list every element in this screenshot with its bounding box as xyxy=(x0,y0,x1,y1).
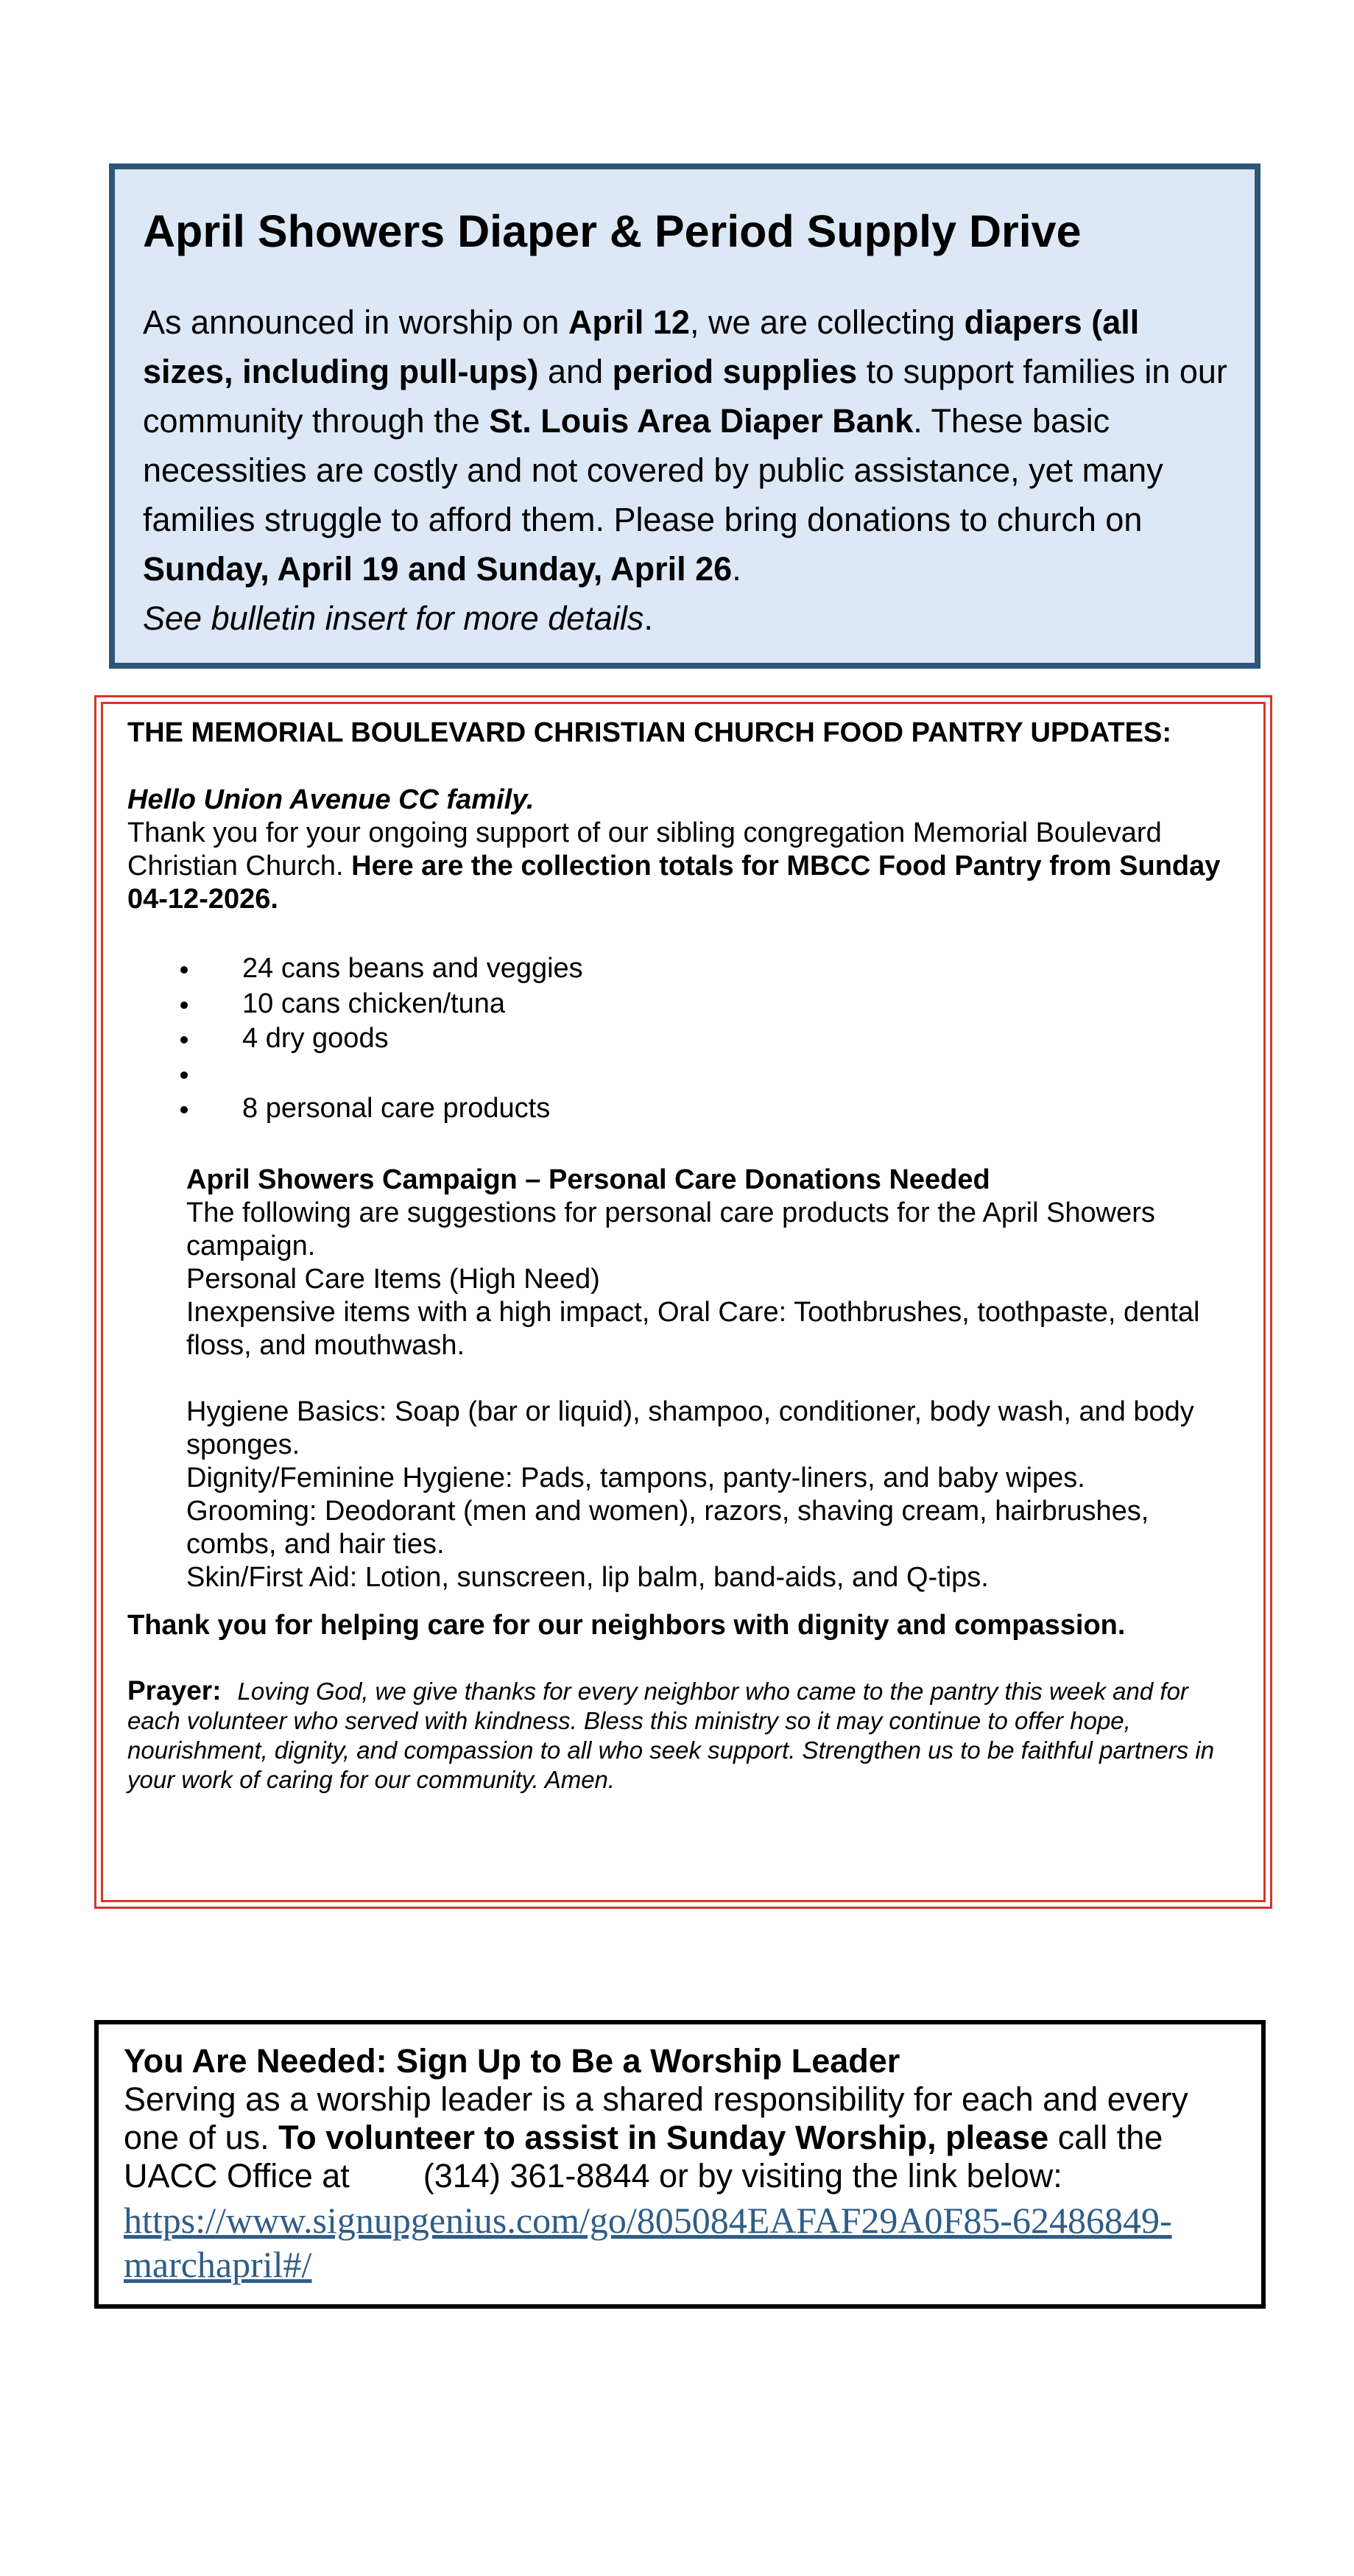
worship-leader-box xyxy=(94,2020,1266,2309)
campaign-line: Skin/First Aid: Lotion, sunscreen, lip balm, band-aids, and Q-tips. xyxy=(186,1561,989,1593)
bullet-icon xyxy=(180,1106,188,1113)
list-item: 24 cans beans and veggies xyxy=(179,951,1241,987)
bullet-icon xyxy=(180,1036,188,1044)
campaign-section xyxy=(186,1164,1241,1594)
diaper-drive-title: April Showers Diaper & Period Supply Drive xyxy=(143,206,1082,256)
diaper-drive-box xyxy=(109,163,1260,669)
campaign-line: Inexpensive items with a high impact, Oral Care: Toothbrushes, toothpaste, dental floss, and mouthwash. xyxy=(186,1296,1200,1361)
prayer-label: Prayer: xyxy=(127,1675,222,1706)
campaign-line: Grooming: Deodorant (men and women), razors, shaving cream, hairbrushes, combs, and hair ties. xyxy=(186,1495,1149,1560)
list-item: 8 personal care products xyxy=(179,1091,1241,1127)
signup-link[interactable]: https://www.signupgenius.com/go/805084EAFAF29A0F85-62486849-marchapril#/ xyxy=(124,2200,1172,2285)
diaper-drive-paragraph: As announced in worship on April 12, we are collecting diapers (all sizes, including pull-ups) and period supplies to support families in our community through the St. Louis Area Diaper Bank. These basic necessities are costly and not covered by public assistance, yet many families struggle to afford them. Please bring donations to church on Sunday, April 19 and Sunday, April 26. xyxy=(143,303,1227,588)
worship-leader-title: You Are Needed: Sign Up to Be a Worship Leader xyxy=(124,2042,900,2080)
worship-leader-text: Serving as a worship leader is a shared responsibility for each and every one of us. To volunteer to assist in Sunday Worship, please call the UACC Office at (314) 361-8844 or by visiting the link below: xyxy=(124,2080,1188,2195)
pantry-greeting: Hello Union Avenue CC family. xyxy=(127,784,535,815)
list-item: 10 cans chicken/tuna xyxy=(179,987,1241,1022)
campaign-line: Hygiene Basics: Soap (bar or liquid), shampoo, conditioner, body wash, and body sponges. xyxy=(186,1396,1194,1460)
list-item xyxy=(179,1057,1241,1092)
campaign-line: Personal Care Items (High Need) xyxy=(186,1263,600,1295)
bullet-icon xyxy=(180,966,188,974)
campaign-line: Dignity/Feminine Hygiene: Pads, tampons, panty-liners, and baby wipes. xyxy=(186,1462,1085,1493)
list-item: 4 dry goods xyxy=(179,1021,1241,1057)
pantry-thanks: Thank you for helping care for our neighbors with dignity and compassion. xyxy=(127,1609,1126,1641)
bullet-icon xyxy=(180,1071,188,1079)
pantry-heading: THE MEMORIAL BOULEVARD CHRISTIAN CHURCH FOOD PANTRY UPDATES: xyxy=(127,717,1171,748)
campaign-line: The following are suggestions for personal care products for the April Showers campaign. xyxy=(186,1197,1155,1261)
pantry-intro: Thank you for your ongoing support of our sibling congregation Memorial Boulevard Christian Church. Here are the collection totals for MBCC Food Pantry from Sunday 04-12-2026. xyxy=(127,817,1221,915)
bullet-icon xyxy=(180,1002,188,1009)
spacer xyxy=(186,1362,1241,1396)
campaign-title: April Showers Campaign – Personal Care Donations Needed xyxy=(186,1164,990,1195)
prayer xyxy=(127,1676,1241,1795)
bulletin-note: See bulletin insert for more details. xyxy=(143,599,653,637)
prayer-text: Loving God, we give thanks for every neighbor who came to the pantry this week and for each volunteer who served with kindness. Bless this ministry so it may continue to offer hope, nourishment, dignity, and compassion to all who seek support. Strengthen us to be faithful partners in your work of caring for our community. Amen. xyxy=(127,1677,1215,1793)
collection-totals-list xyxy=(127,951,1241,1127)
food-pantry-box xyxy=(94,695,1272,1909)
